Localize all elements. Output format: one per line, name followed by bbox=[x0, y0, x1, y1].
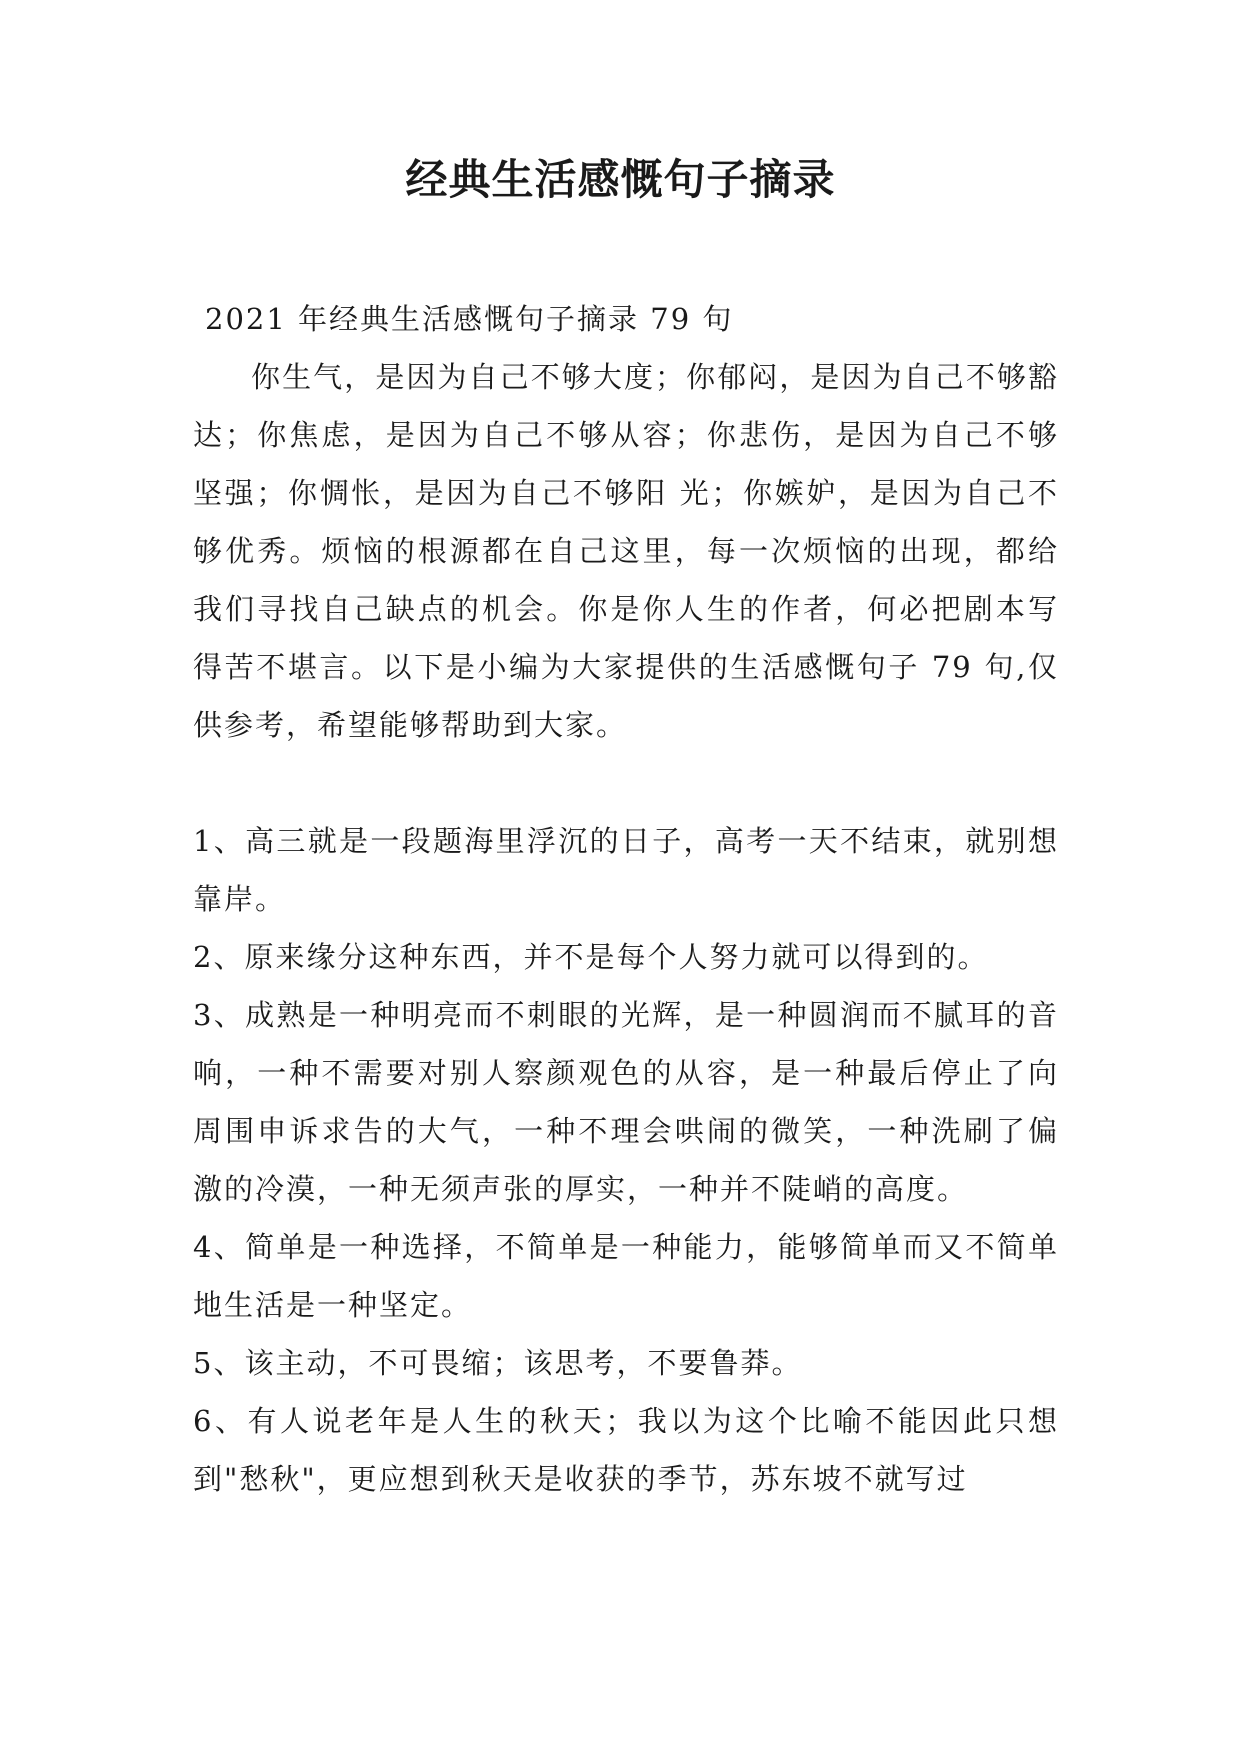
list-item: 4、简单是一种选择，不简单是一种能力，能够简单而又不简单地生活是一种坚定。 bbox=[193, 1230, 1059, 1322]
intro-paragraph: 你生气，是因为自己不够大度；你郁闷，是因为自己不够豁达；你焦虑，是因为自己不够从容；你悲伤，是因为自己不够坚强；你惆怅，是因为自己不够阳 光；你嫉妒，是因为自己不够优秀。烦恼的根源都在自己这里，每一次烦恼的出现，都给我们寻找自己缺点的机会。你是你人生的作者，何必把剧本写得苦不堪言。以下是小编为大家提供的生活感慨句子 79 句,仅供参考，希望能够帮助到大家。 bbox=[193, 360, 1059, 742]
paragraph-spacer bbox=[193, 754, 1059, 812]
list-item: 6、有人说老年是人生的秋天；我以为这个比喻不能因此只想到"愁秋"，更应想到秋天是收获的季节，苏东坡不就写过 bbox=[193, 1404, 1059, 1496]
document-title: 经典生活感慨句子摘录 bbox=[405, 155, 836, 204]
list-item: 1、高三就是一段题海里浮沉的日子，高考一天不结束，就别想靠岸。 bbox=[193, 824, 1059, 916]
list-item: 3、成熟是一种明亮而不刺眼的光辉，是一种圆润而不腻耳的音响，一种不需要对别人察颜观色的从容，是一种最后停止了向周围申诉求告的大气，一种不理会哄闹的微笑，一种洗刷了偏激的冷漠，一种无须声张的厚实，一种并不陡峭的高度。 bbox=[193, 998, 1059, 1206]
document-subtitle: 2021 年经典生活感慨句子摘录 79 句 bbox=[205, 302, 734, 336]
list-item: 2、原来缘分这种东西，并不是每个人努力就可以得到的。 bbox=[193, 940, 989, 974]
list-item: 5、该主动，不可畏缩；该思考，不要鲁莽。 bbox=[193, 1346, 803, 1380]
document-body bbox=[193, 290, 1059, 1508]
